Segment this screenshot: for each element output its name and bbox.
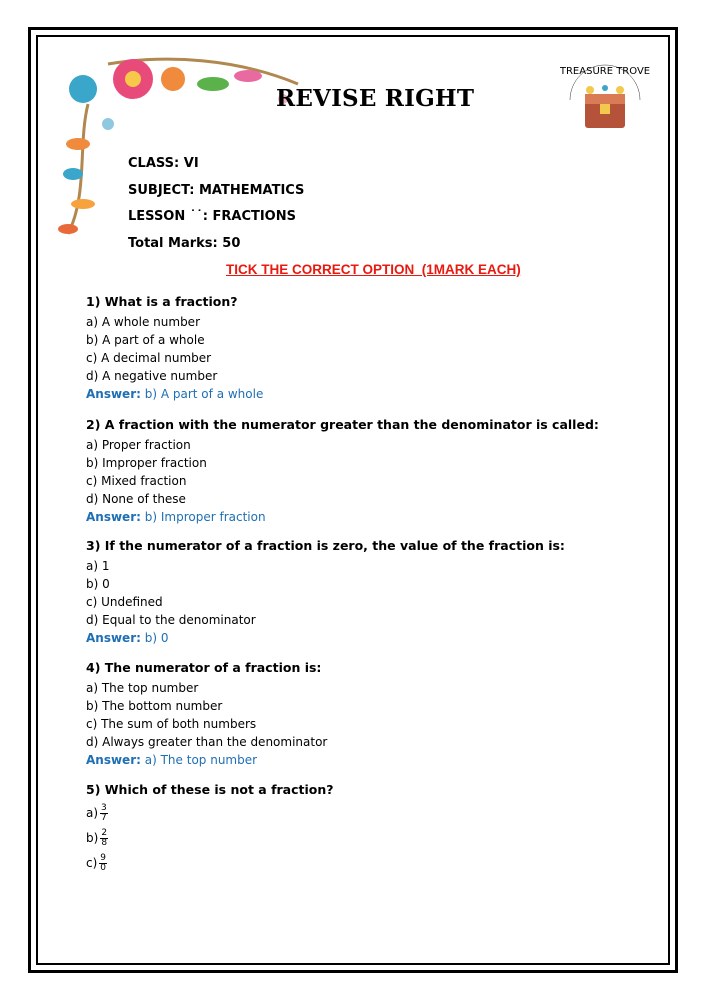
treasure-trove-logo-image	[560, 60, 650, 144]
option: d) None of these	[86, 492, 186, 506]
total-marks-label: Total Marks: 50	[128, 236, 241, 251]
fraction-option	[86, 801, 334, 826]
option: a) Proper fraction	[86, 438, 191, 452]
question-block	[86, 660, 327, 769]
svg-text:TREASURE TROVE: TREASURE TROVE	[560, 66, 650, 77]
option: b) A part of a whole	[86, 333, 205, 347]
answer-label: Answer:	[86, 631, 141, 645]
page-title: REVISE RIGHT	[276, 85, 475, 112]
numerator: 3	[101, 803, 107, 813]
lesson-label: LESSON ˙˙: FRACTIONS	[128, 209, 296, 224]
denominator: 0	[100, 863, 107, 873]
fraction	[99, 854, 107, 873]
answer-text: a) The top number	[144, 753, 258, 767]
option: c) Mixed fraction	[86, 474, 187, 488]
option-label: b)	[86, 831, 99, 845]
answer	[86, 629, 565, 647]
option: c) Undefined	[86, 595, 163, 609]
question-text: 4) The numerator of a fraction is:	[86, 660, 322, 675]
option: b) The bottom number	[86, 699, 223, 713]
option: a) A whole number	[86, 315, 200, 329]
numerator: 9	[100, 853, 107, 863]
question-block	[86, 294, 263, 403]
answer	[86, 385, 263, 403]
answer-text: b) A part of a whole	[144, 387, 264, 401]
question-text: 2) A fraction with the numerator greater than the denominator is called:	[86, 417, 599, 432]
option: a) 1	[86, 559, 110, 573]
question-text: 3) If the numerator of a fraction is zero, the value of the fraction is:	[86, 538, 565, 553]
option: c) A decimal number	[86, 351, 212, 365]
instruction-heading: TICK THE CORRECT OPTION (1MARK EACH)	[226, 262, 521, 277]
question-text: 5) Which of these is not a fraction?	[86, 782, 334, 797]
fraction	[100, 804, 108, 823]
question-text: 1) What is a fraction?	[86, 294, 238, 309]
answer-text: b) 0	[144, 631, 169, 645]
fraction-option	[86, 851, 334, 876]
option: d) Always greater than the denominator	[86, 735, 328, 749]
answer	[86, 751, 327, 769]
answer-label: Answer:	[86, 387, 141, 401]
answer-label: Answer:	[86, 510, 141, 524]
denominator: 8	[101, 838, 108, 848]
question-block	[86, 538, 565, 647]
answer-text: b) Improper fraction	[144, 510, 266, 524]
question-block	[86, 417, 599, 526]
option: d) A negative number	[86, 369, 218, 383]
option-label: c)	[86, 856, 98, 870]
subject-label: SUBJECT: MATHEMATICS	[128, 183, 305, 198]
class-label: CLASS: VI	[128, 156, 199, 171]
numerator: 2	[101, 828, 108, 838]
question-block	[86, 782, 334, 876]
option: d) Equal to the denominator	[86, 613, 256, 627]
denominator: 7	[101, 813, 107, 823]
fraction	[100, 829, 108, 848]
option: b) 0	[86, 577, 110, 591]
answer-label: Answer:	[86, 753, 141, 767]
option: b) Improper fraction	[86, 456, 207, 470]
option: a) The top number	[86, 681, 199, 695]
option: c) The sum of both numbers	[86, 717, 257, 731]
option-label: a)	[86, 806, 99, 820]
answer	[86, 508, 599, 526]
fraction-option	[86, 826, 334, 851]
